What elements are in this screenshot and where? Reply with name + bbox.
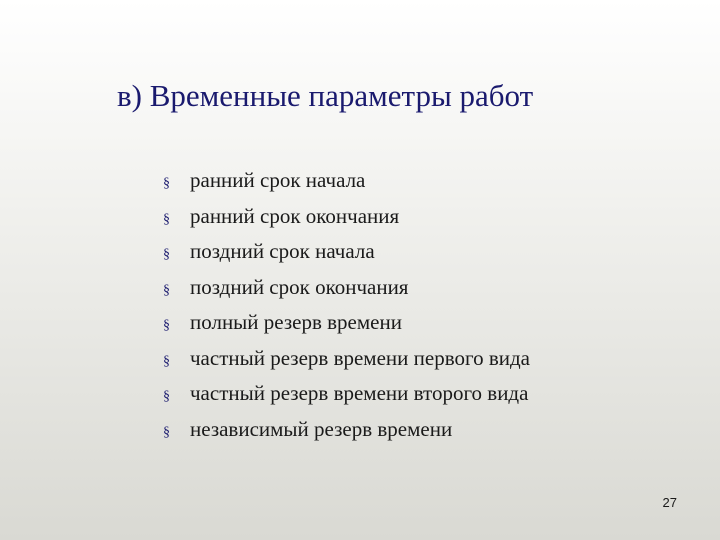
- bullet-icon: §: [163, 389, 170, 404]
- list-item: [163, 417, 530, 453]
- bullet-icon: §: [163, 247, 170, 262]
- bullet-icon: §: [163, 211, 170, 227]
- list-item-text: ранний срок окончания: [190, 203, 400, 228]
- list-item: [163, 346, 530, 382]
- bullet-icon: §: [163, 318, 170, 333]
- page-number: 27: [662, 495, 677, 510]
- list-item-text: поздний срок окончания: [190, 274, 409, 299]
- list-item-text: поздний срок начала: [190, 239, 375, 263]
- bullet-list: [163, 168, 530, 452]
- list-item: [163, 168, 530, 204]
- list-item-text: ранний срок начала: [190, 168, 366, 192]
- list-item-text: независимый резерв времени: [190, 416, 453, 441]
- list-item: [163, 381, 530, 417]
- slide-title: в) Временные параметры работ: [117, 78, 534, 113]
- list-item: [163, 239, 530, 275]
- bullet-icon: §: [163, 282, 170, 298]
- list-item-text: частный резерв времени первого вида: [190, 345, 530, 370]
- list-item: [163, 275, 530, 311]
- list-item-text: полный резерв времени: [190, 310, 402, 334]
- list-item: [163, 204, 530, 240]
- bullet-icon: §: [163, 353, 170, 369]
- list-item: [163, 310, 530, 346]
- list-item-text: частный резерв времени второго вида: [190, 381, 529, 405]
- bullet-icon: §: [163, 424, 170, 440]
- bullet-icon: §: [163, 176, 170, 191]
